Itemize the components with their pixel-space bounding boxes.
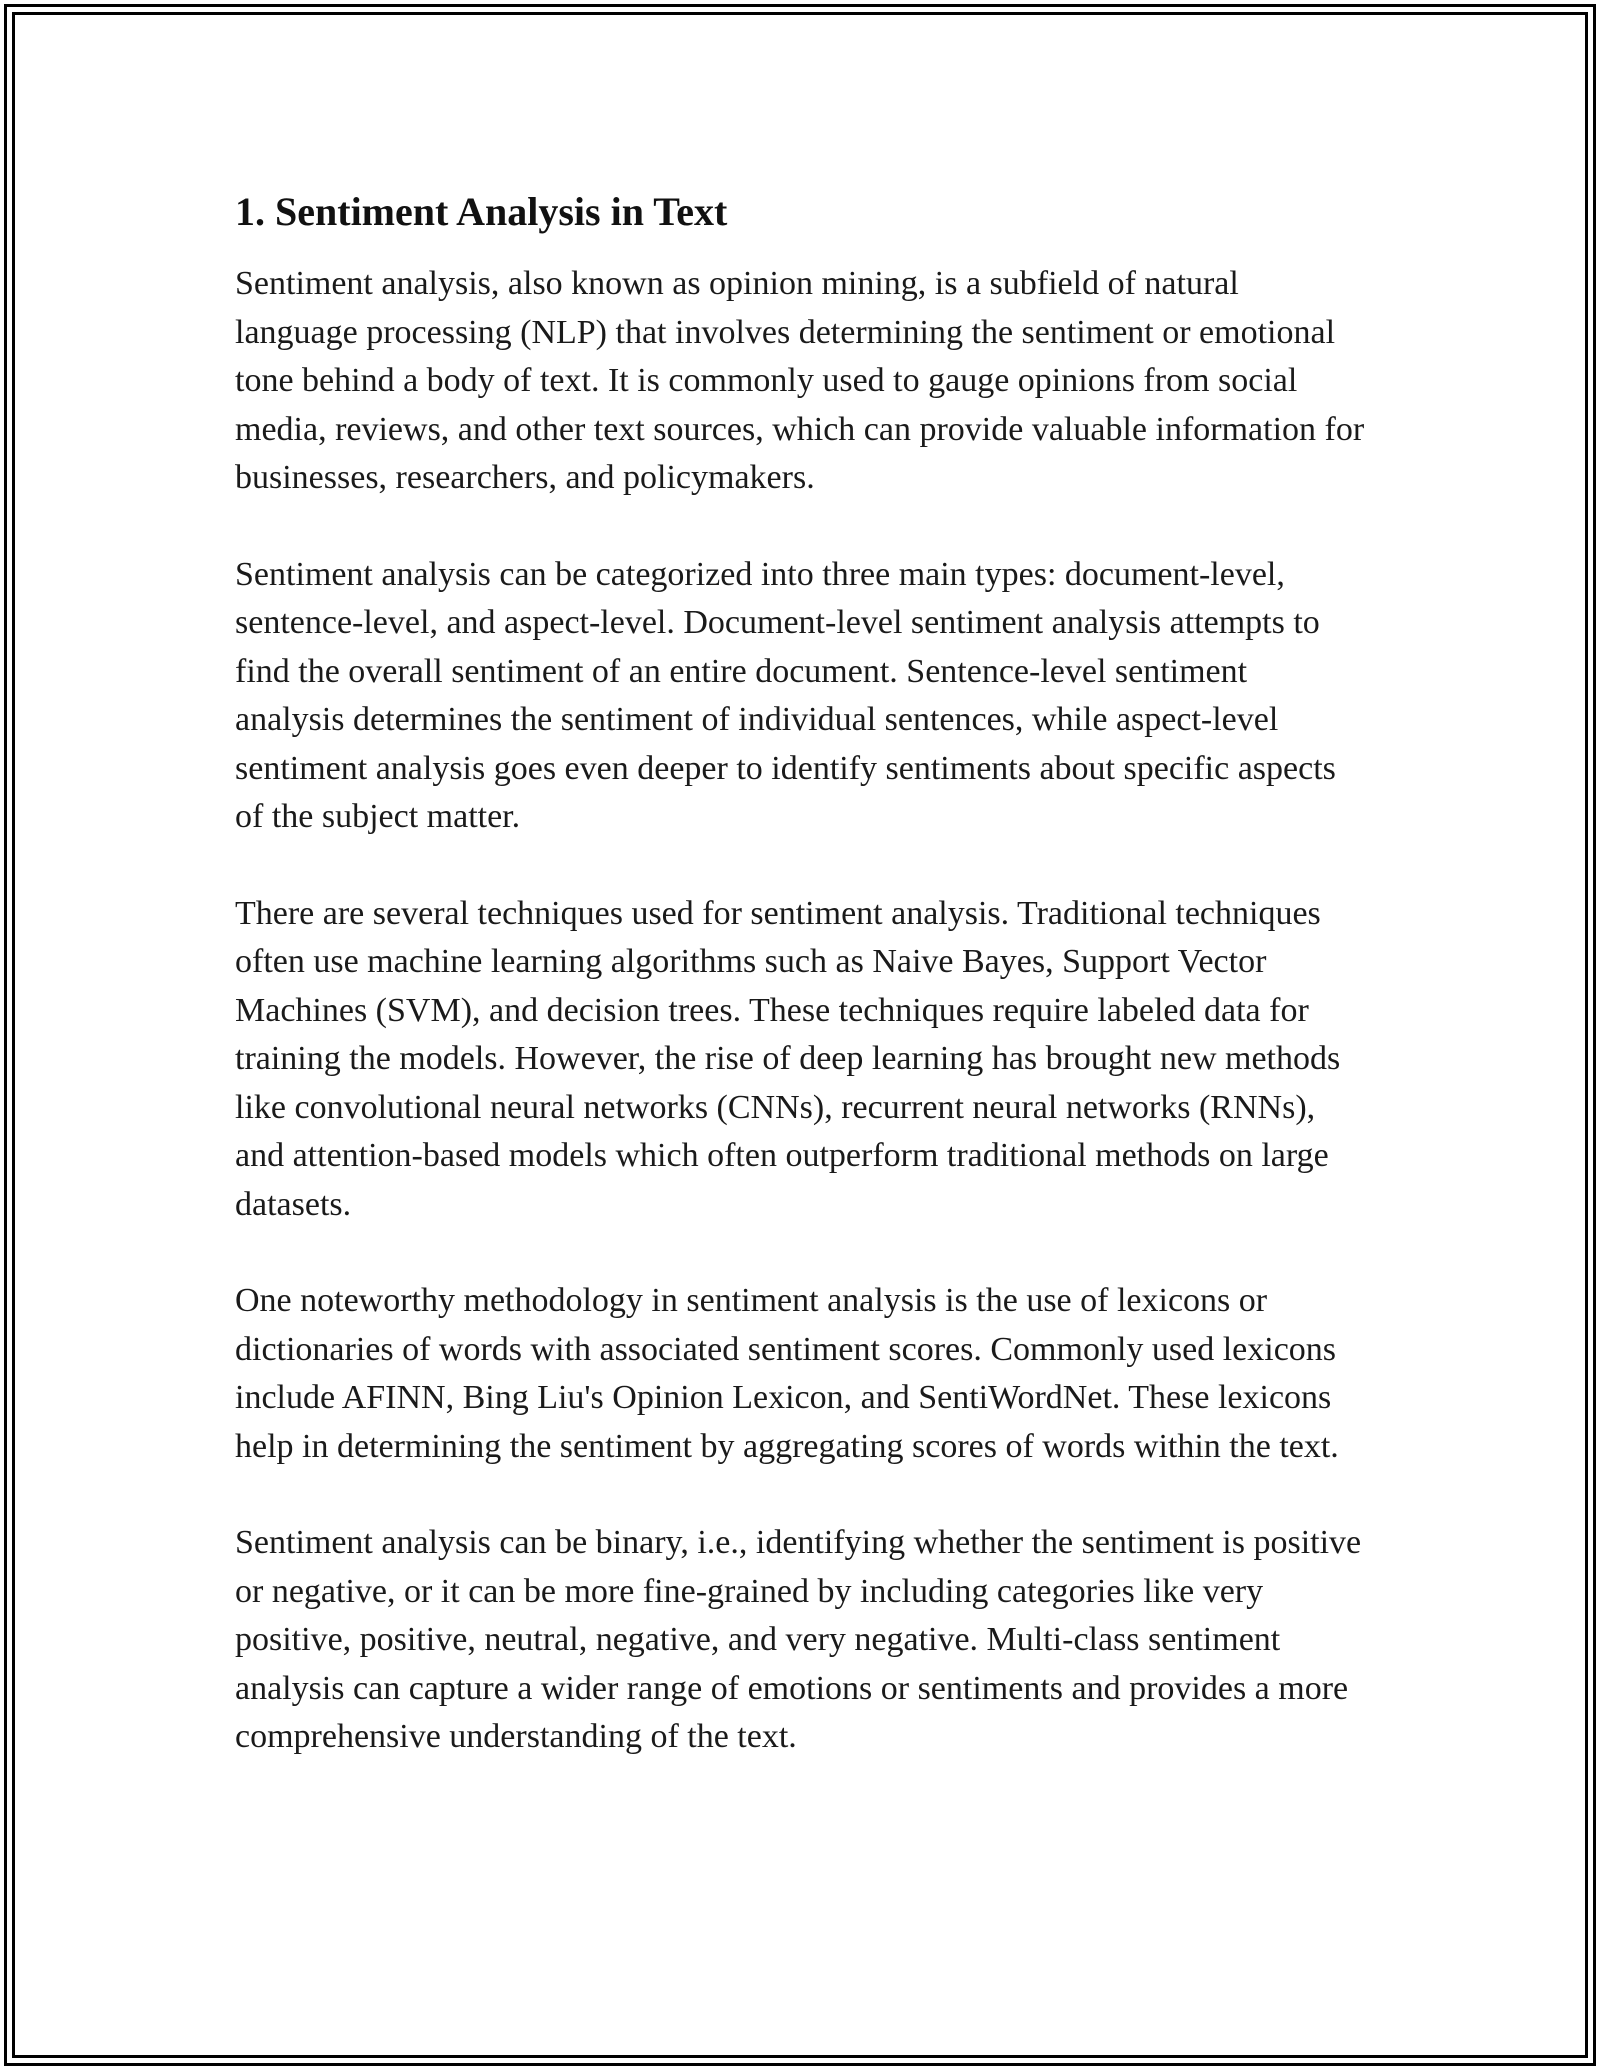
paragraph-granularity: Sentiment analysis can be binary, i.e., identifying whether the sentiment is positive or negative, or it can be more fine-grained by including categories like very positive, positive, neutral, negative, and very negative. Multi-class sentiment analysis can capture a wider range of emotions or sentiments and provides a more comprehensive understanding of the text. — [235, 1524, 1362, 1755]
section-title: 1. Sentiment Analysis in Text — [235, 189, 728, 234]
paragraph-techniques: There are several techniques used for sentiment analysis. Traditional techniques often use machine learning algorithms such as Naive Bayes, Support Vector Machines (SVM), and decision trees. These techniques require labeled data for training the models. However, the rise of deep learning has brought new methods like convolutional neural networks (CNNs), recurrent neural networks (RNNs), and attention-based models which often outperform traditional methods on large datasets. — [235, 894, 1341, 1223]
paragraph-lexicons: One noteworthy methodology in sentiment analysis is the use of lexicons or dictionaries of words with associated sentiment scores. Commonly used lexicons include AFINN, Bing Liu's Opinion Lexicon, and SentiWordNet. These lexicons help in determining the sentiment by aggregating scores of words within the text. — [235, 1282, 1339, 1465]
paragraph-types: Sentiment analysis can be categorized into three main types: document-level, sentence-level, and aspect-level. Document-level sentiment analysis attempts to find the overall sentiment of an entire document. Sentence-level sentiment analysis determines the sentiment of individual sentences, while aspect-level sentiment analysis goes even deeper to identify sentiments about specific aspects of the subject matter. — [235, 555, 1336, 835]
paragraph-intro: Sentiment analysis, also known as opinion mining, is a subfield of natural language processing (NLP) that involves determining the sentiment or emotional tone behind a body of text. It is commonly used to gauge opinions from social media, reviews, and other text sources, which can provide valuable information for businesses, researchers, and policymakers. — [235, 265, 1365, 496]
document-body — [235, 186, 1365, 1810]
